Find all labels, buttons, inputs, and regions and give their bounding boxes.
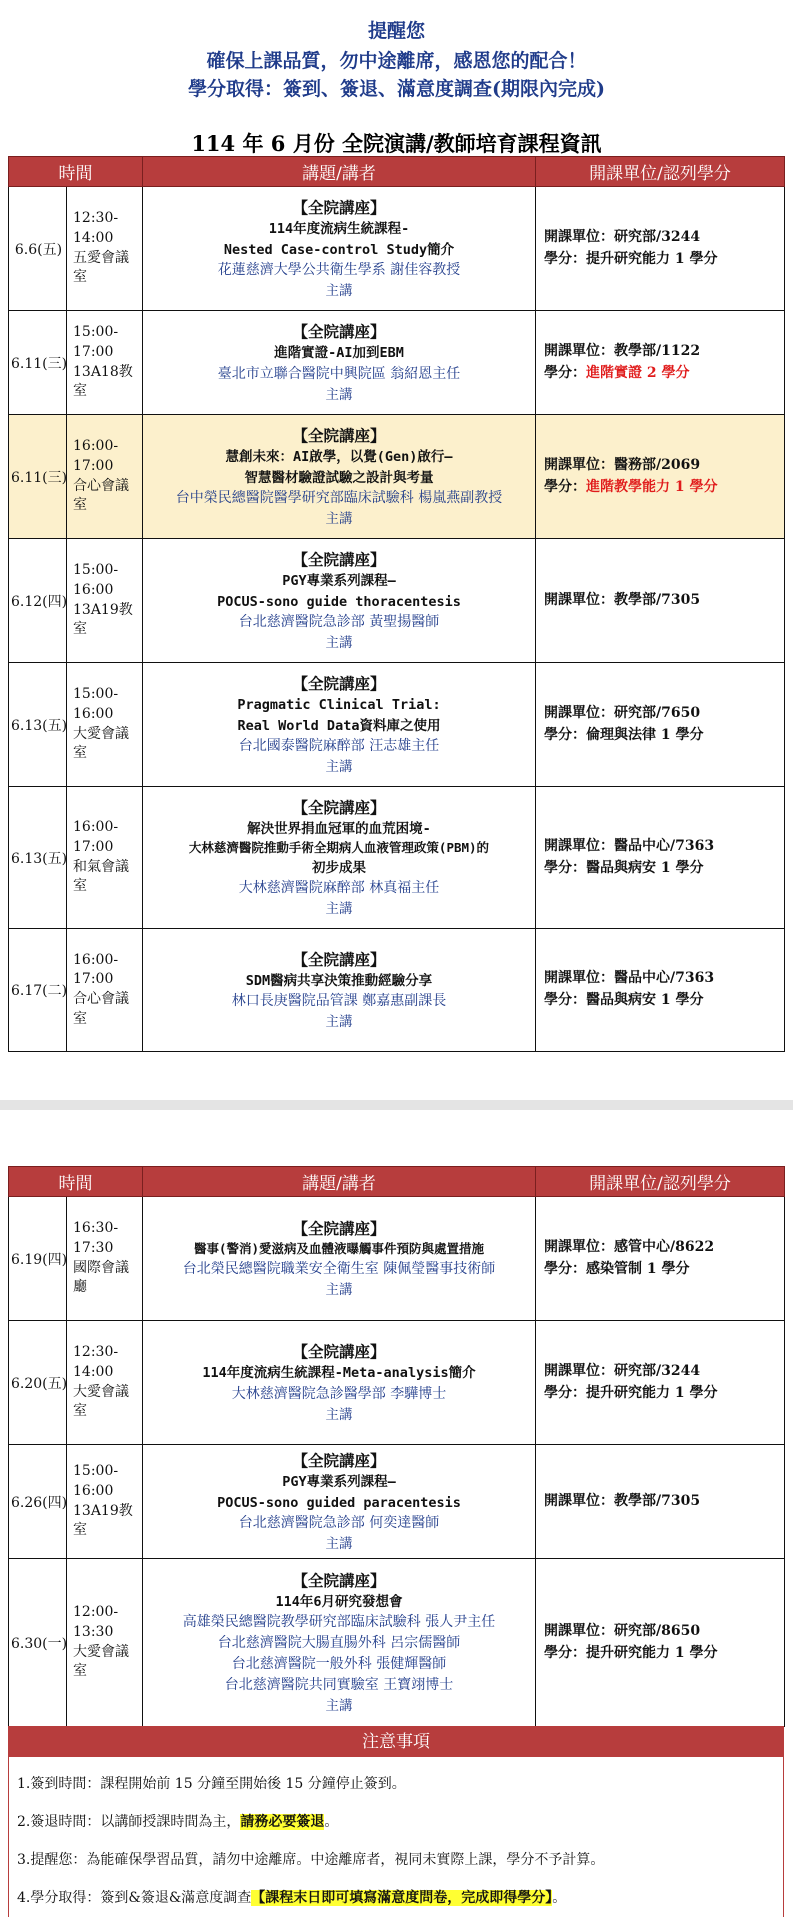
header-time: 時間 [9,1167,143,1197]
session-credit-line [544,725,784,747]
session-credit-line [544,249,784,271]
session-title: 114年度流病生統課程-Meta-analysis簡介 [202,1365,476,1382]
note-highlight: 請務必要簽退 [240,1814,325,1830]
session-title: 114年6月研究發想會 [275,1593,403,1610]
table-row [9,787,785,929]
session-time-location [67,187,143,311]
session-unit-credit [536,1445,785,1559]
session-unit: 開課單位：研究部/8650 [544,1622,701,1639]
session-unit: 開課單位：教學部/7305 [544,591,701,608]
session-title: 智慧醫材驗證試驗之設計與考量 [244,469,434,486]
notes-body [9,1757,783,1917]
note-text: 。 [552,1890,567,1906]
session-kind: 【全院講座】 [292,1218,386,1238]
session-location: 13A19教室 [73,1502,133,1539]
session-title: Pragmatic Clinical Trial: [237,697,441,714]
session-role: 主講 [325,510,353,527]
session-role: 主講 [325,1406,353,1423]
session-speaker: 台北國泰醫院麻醉部 汪志雄主任 [238,737,440,754]
session-unit-credit [536,663,785,787]
session-role: 主講 [325,758,353,775]
session-title: 114年度流病生統課程- [268,221,410,238]
session-date: 6.13(五) [9,787,67,929]
table-row [9,929,785,1052]
credit-prefix: 學分： [544,478,586,495]
session-kind: 【全院講座】 [292,1342,386,1362]
session-location: 合心會議室 [73,477,129,514]
note-item: 1.簽到時間：課程開始前 15 分鐘至開始後 15 分鐘停止簽到。 [17,1776,406,1792]
session-time: 15:00-16:00 [73,686,119,722]
session-unit-credit [536,187,785,311]
session-unit: 開課單位：研究部/3244 [544,228,701,245]
session-unit: 開課單位：感管中心/8622 [544,1238,715,1255]
session-unit-credit [536,1197,785,1321]
session-topic [143,415,536,539]
session-credit: 醫品與病安 1 學分 [586,992,704,1008]
session-credit-line [544,990,784,1012]
session-credit: 進階實證 2 學分 [586,364,690,381]
session-time-location [67,787,143,929]
session-location: 大愛會議室 [73,1383,129,1420]
session-date: 6.11(三) [9,311,67,415]
session-title: SDM醫病共享決策推動經驗分享 [245,972,433,989]
schedule-table-1 [8,156,785,1052]
notice-line-1: 提醒您 [367,20,425,42]
header-unit: 開課單位/認列學分 [536,1167,785,1197]
table-row [9,663,785,787]
session-topic [143,1559,536,1727]
note-item [17,1879,775,1917]
session-speaker: 花蓮慈濟大學公共衛生學系 謝佳容教授 [217,261,461,278]
session-topic [143,1321,536,1445]
session-title: 醫事(警消)愛滋病及血體液曝觸事件預防與處置措施 [193,1241,485,1257]
credit-prefix: 學分： [544,859,586,876]
session-title: Real World Data資料庫之使用 [237,717,441,734]
session-speaker: 台中榮民總醫院醫學研究部臨床試驗科 楊嵐燕副教授 [175,489,503,506]
session-title: 慧創未來：AI啟學，以覺(Gen)啟行— [225,449,453,466]
page-break [0,1100,793,1110]
session-time-location [67,1321,143,1445]
session-credit: 提升研究能力 1 學分 [586,1384,718,1401]
note-highlight: 【課程末日即可填寫滿意度問卷，完成即得學分】 [251,1890,553,1906]
session-date: 6.20(五) [9,1321,67,1445]
header-topic: 講題/講者 [143,1167,536,1197]
notes-heading: 注意事項 [9,1727,783,1757]
page-title: 114 年 6 月份 全院演講/教師培育課程資訊 [191,131,602,156]
note-text: 4.學分取得：簽到&簽退&滿意度調查 [17,1890,252,1906]
session-role: 主講 [325,634,353,651]
session-location: 和氣會議室 [73,858,129,895]
session-unit: 開課單位：研究部/7650 [544,704,701,721]
session-kind: 【全院講座】 [292,674,386,693]
credit-prefix: 學分： [544,1384,586,1401]
session-kind: 【全院講座】 [292,550,386,569]
session-speaker: 台北慈濟醫院共同實驗室 王寶翊博士 [224,1677,454,1694]
session-topic [143,663,536,787]
notice-line-3: 學分取得：簽到、簽退、滿意度調查(期限內完成) [188,78,605,100]
session-role: 主講 [325,1535,353,1552]
table-row [9,1321,785,1445]
session-time-location [67,1559,143,1727]
session-role: 主講 [325,386,353,403]
session-credit: 感染管制 1 學分 [586,1260,690,1277]
session-kind: 【全院講座】 [292,1451,386,1470]
session-topic [143,187,536,311]
session-topic [143,787,536,929]
note-item [17,1803,775,1841]
session-credit: 進階教學能力 1 學分 [586,478,718,495]
session-unit: 開課單位：醫務部/2069 [544,456,701,473]
session-credit-line [544,363,784,385]
session-role: 主講 [325,901,353,918]
session-location: 國際會議廳 [73,1259,129,1296]
session-role: 主講 [325,282,353,299]
table-row [9,1559,785,1727]
note-text: 。 [324,1814,339,1830]
session-unit: 開課單位：研究部/3244 [544,1362,701,1379]
session-time-location [67,415,143,539]
session-speaker: 台北慈濟醫院大腸直腸外科 呂宗儒醫師 [217,1635,461,1652]
credit-prefix: 學分： [544,250,586,267]
session-time: 12:00-13:30 [73,1604,119,1640]
table-row-highlighted [9,415,785,539]
table-row [9,539,785,663]
session-time: 15:00-16:00 [73,1463,119,1499]
session-topic [143,929,536,1052]
session-time: 15:00-17:00 [73,324,119,360]
session-time: 16:00-17:00 [73,819,119,855]
session-date: 6.30(一) [9,1559,67,1727]
session-credit-line [544,858,784,880]
session-time-location [67,1445,143,1559]
session-date: 6.17(二) [9,929,67,1052]
session-time-location [67,1197,143,1321]
session-time: 12:30-14:00 [73,210,119,246]
session-unit-credit [536,415,785,539]
session-speaker: 台北慈濟醫院急診部 何奕達醫師 [238,1514,440,1531]
session-unit: 開課單位：教學部/1122 [544,342,701,359]
session-date: 6.11(三) [9,415,67,539]
session-kind: 【全院講座】 [292,797,386,817]
session-topic [143,1445,536,1559]
session-credit-line [544,1259,784,1281]
session-speaker: 高雄榮民總醫院教學研究部臨床試驗科 張人尹主任 [182,1614,496,1631]
session-kind: 【全院講座】 [292,949,386,969]
session-time: 15:00-16:00 [73,562,119,598]
table-row [9,311,785,415]
session-time-location [67,929,143,1052]
session-time: 16:00-17:00 [73,438,119,474]
session-date: 6.6(五) [9,187,67,311]
credit-prefix: 學分： [544,364,586,381]
session-title: Nested Case-control Study簡介 [223,241,455,258]
session-unit: 開課單位：醫品中心/7363 [544,970,715,987]
session-title: POCUS-sono guide thoracentesis [217,593,461,610]
session-speaker: 台北慈濟醫院一般外科 張健輝醫師 [231,1656,447,1673]
session-role: 主講 [325,1281,353,1298]
session-time: 12:30-14:00 [73,1344,119,1380]
session-credit: 提升研究能力 1 學分 [586,250,718,267]
table-header-row [9,157,785,187]
credit-prefix: 學分： [544,726,586,743]
schedule-table-2 [8,1166,785,1727]
table-row [9,187,785,311]
session-unit-credit [536,311,785,415]
session-credit-line [544,477,784,499]
session-credit: 倫理與法律 1 學分 [586,726,704,743]
session-location: 13A19教室 [73,601,133,638]
table-row [9,1197,785,1321]
table-header-row [9,1167,785,1197]
session-location: 大愛會議室 [73,1643,129,1680]
note-text: 2.簽退時間：以講師授課時間為主， [17,1814,241,1830]
session-unit: 開課單位：教學部/7305 [544,1492,701,1509]
session-date: 6.26(四) [9,1445,67,1559]
header-topic: 講題/講者 [143,157,536,187]
session-title: 進階實證-AI加到EBM [274,345,404,362]
session-kind: 【全院講座】 [292,198,386,217]
session-speaker: 台北榮民總醫院職業安全衛生室 陳佩瑩醫事技術師 [182,1260,496,1277]
session-date: 6.12(四) [9,539,67,663]
session-unit-credit [536,1559,785,1727]
session-credit-line [544,1383,784,1405]
session-time-location [67,311,143,415]
session-time: 16:00-17:00 [73,951,119,988]
session-location: 13A18教室 [73,363,133,400]
session-title: 解決世界捐血冠軍的血荒困境- [247,820,431,837]
session-speaker: 臺北市立聯合醫院中興院區 翁紹恩主任 [217,365,461,382]
session-speaker: 台北慈濟醫院急診部 黃聖揚醫師 [238,613,440,630]
session-role: 主講 [325,1014,353,1031]
session-location: 合心會議室 [73,991,129,1027]
session-speaker: 林口長庚醫院品管課 鄭嘉惠副課長 [231,993,447,1010]
credit-prefix: 學分： [544,1644,586,1661]
session-title: 初步成果 [312,859,366,876]
header-time: 時間 [9,157,143,187]
session-time-location [67,539,143,663]
session-topic [143,1197,536,1321]
session-kind: 【全院講座】 [292,1570,386,1590]
session-location: 五愛會議室 [73,249,129,286]
session-unit-credit [536,787,785,929]
session-date: 6.19(四) [9,1197,67,1321]
session-title: POCUS-sono guided paracentesis [217,1494,461,1511]
session-credit-line [544,1643,784,1665]
credit-prefix: 學分： [544,1260,586,1277]
session-unit: 開課單位：醫品中心/7363 [544,837,715,854]
session-role: 主講 [325,1698,353,1715]
notice-line-2: 確保上課品質，勿中途離席，感恩您的配合！ [206,50,587,72]
session-title: 大林慈濟醫院推動手術全期病人血液管理政策(PBM)的 [188,840,490,856]
session-topic [143,539,536,663]
session-date: 6.13(五) [9,663,67,787]
credit-prefix: 學分： [544,992,586,1008]
session-speaker: 大林慈濟醫院麻醉部 林真福主任 [238,880,440,897]
session-unit-credit [536,1321,785,1445]
session-time: 16:30-17:30 [73,1220,119,1256]
session-topic [143,311,536,415]
session-credit: 提升研究能力 1 學分 [586,1644,718,1661]
session-kind: 【全院講座】 [292,322,386,342]
session-credit: 醫品與病安 1 學分 [586,859,704,876]
session-title: PGY專業系列課程— [282,573,396,590]
session-unit-credit [536,929,785,1052]
session-location: 大愛會議室 [73,725,129,762]
note-item: 3.提醒您：為能確保學習品質，請勿中途離席。中途離席者，視同未實際上課，學分不予計算。 [17,1852,605,1868]
session-speaker: 大林慈濟醫院急診醫學部 李驊博士 [231,1385,447,1402]
table-row [9,1445,785,1559]
notes-panel [8,1726,784,1917]
session-unit-credit [536,539,785,663]
session-time-location [67,663,143,787]
header-unit: 開課單位/認列學分 [536,157,785,187]
session-title: PGY專業系列課程— [282,1474,396,1491]
session-kind: 【全院講座】 [292,426,386,445]
